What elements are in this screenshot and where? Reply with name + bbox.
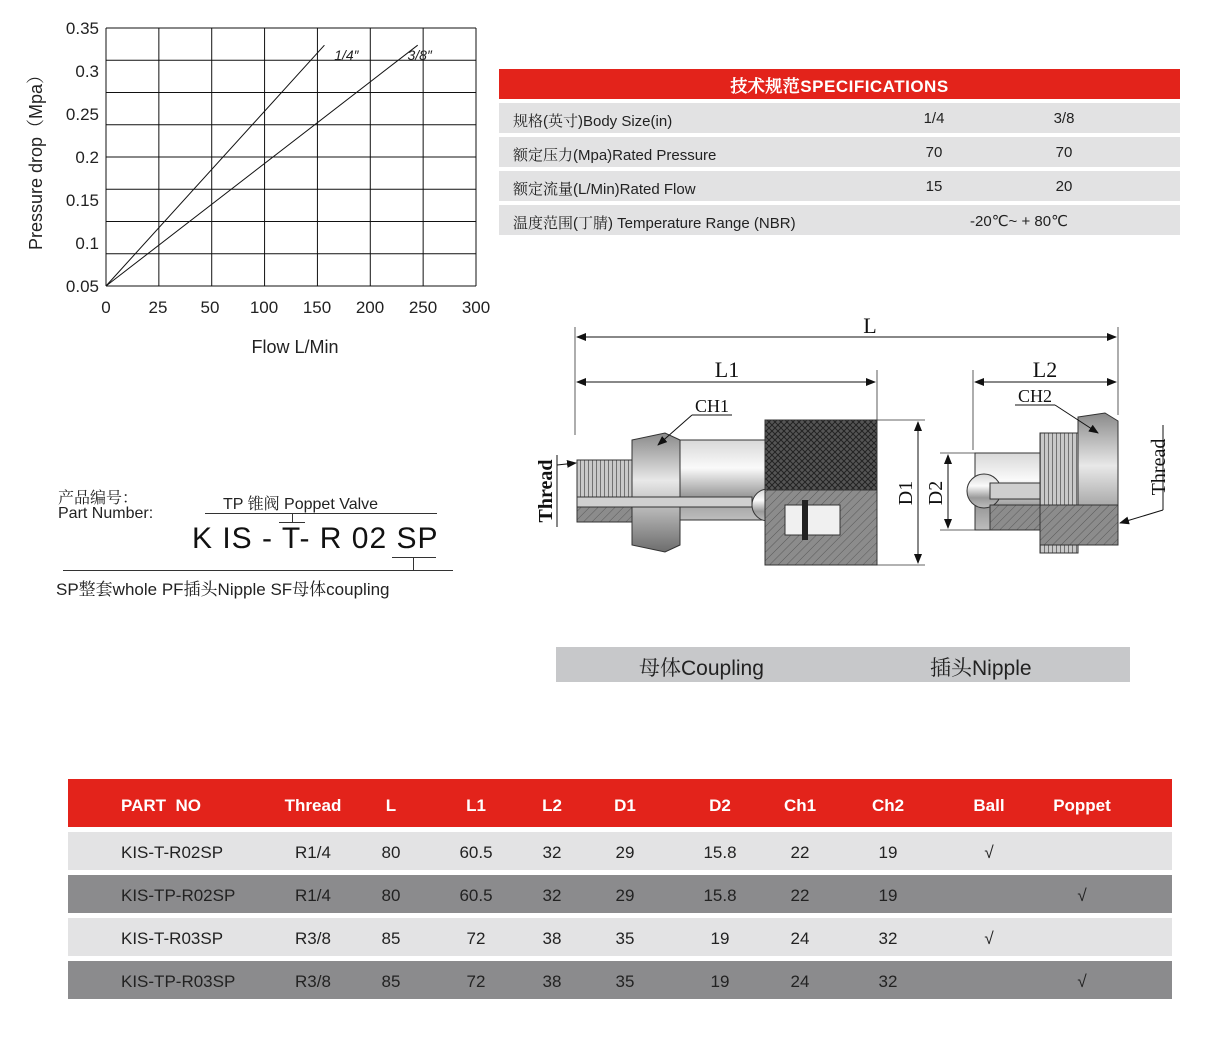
cell-d1: 29: [615, 886, 635, 905]
cell-ch1: 22: [790, 843, 810, 862]
technical-drawing: [520, 305, 1200, 575]
cell-l2: 38: [542, 929, 562, 948]
x-axis-label: Flow L/Min: [251, 337, 339, 357]
label-thread-right: Thread: [1148, 438, 1170, 496]
y-axis-label: Pressure drop（Mpa）: [26, 65, 46, 251]
cell-ch2: 19: [878, 886, 898, 905]
cell-part-no: KIS-TP-R03SP: [121, 972, 236, 991]
cell-ch2: 32: [878, 929, 898, 948]
cell-ch1: 24: [790, 972, 810, 991]
cell-l: 85: [381, 929, 401, 948]
poppet-valve-note: TP 锥阀 Poppet Valve: [223, 496, 379, 513]
y-tick-label: 0.15: [65, 191, 99, 210]
pressure-flow-chart: [0, 0, 500, 370]
cell-l1: 60.5: [459, 843, 493, 862]
header-poppet: Poppet: [1053, 796, 1111, 815]
y-tick-label: 0.35: [65, 19, 99, 38]
cell-ch2: 32: [878, 972, 898, 991]
spec-row-rated-pressure: [499, 137, 1180, 167]
label-thread-left: Thread: [535, 459, 557, 523]
x-tick-label: 25: [148, 298, 168, 317]
x-tick-label: 200: [355, 298, 385, 317]
cell-poppet-check: √: [1077, 886, 1087, 905]
y-tick-label: 0.1: [75, 234, 99, 253]
x-tick-label: 300: [461, 298, 491, 317]
header-ball: Ball: [973, 796, 1005, 815]
cell-ch1: 24: [790, 929, 810, 948]
cell-l2: 38: [542, 972, 562, 991]
cell-ball-check: √: [984, 843, 994, 862]
cell-ch1: 22: [790, 886, 810, 905]
spec-value-three-eighth: 3/8: [1053, 110, 1075, 127]
coupling-body: [577, 420, 877, 565]
cell-d2: 15.8: [703, 886, 737, 905]
series-label: 1/4″: [334, 47, 359, 64]
cell-d2: 15.8: [703, 843, 737, 862]
series-line: [106, 45, 324, 286]
x-tick-label: 250: [408, 298, 438, 317]
cell-d2: 19: [710, 929, 730, 948]
y-axis-ticks: [66, 19, 99, 296]
header-l1: L1: [466, 796, 486, 815]
series-label: 3/8″: [407, 47, 432, 64]
cell-poppet-check: √: [1077, 972, 1087, 991]
y-tick-label: 0.3: [75, 62, 99, 81]
cell-l: 80: [381, 886, 401, 905]
part-number-label-en: Part Number:: [58, 505, 154, 522]
x-tick-label: 150: [302, 298, 332, 317]
cell-part-no: KIS-T-R03SP: [121, 929, 224, 948]
cell-d1: 35: [615, 929, 635, 948]
sp-leader: [413, 557, 414, 570]
y-tick-label: 0.25: [65, 105, 99, 124]
code-type: T: [281, 522, 300, 555]
header-ch1: Ch1: [783, 796, 817, 815]
cell-part-no: KIS-T-R02SP: [121, 843, 224, 862]
callout-thread-right: [1120, 425, 1170, 523]
cell-l: 85: [381, 972, 401, 991]
spec-label: 温度范围(丁腈) Temperature Range (NBR): [513, 215, 796, 232]
cell-ball-check: √: [984, 929, 994, 948]
label-ch2: CH2: [1017, 386, 1053, 406]
chart-grid: [106, 28, 476, 286]
specs-title: 技术规范SPECIFICATIONS: [499, 69, 1180, 99]
dimension-d1: [877, 420, 925, 565]
header-ch2: Ch2: [871, 796, 905, 815]
spec-value-three-eighth: 70: [1055, 144, 1073, 161]
callout-thread-left: [535, 455, 576, 527]
cell-l1: 60.5: [459, 886, 493, 905]
code-suffix: SP: [396, 522, 439, 555]
spec-label: 规格(英寸)Body Size(in): [513, 113, 673, 130]
cell-thread: R1/4: [295, 843, 331, 862]
cell-d1: 29: [615, 843, 635, 862]
parts-table-header: [68, 779, 1172, 827]
cell-ch2: 19: [878, 843, 898, 862]
label-ch1: CH1: [694, 396, 730, 416]
spec-row-rated-flow: [499, 171, 1180, 201]
coupling-nipple-caption: [556, 647, 1130, 682]
header-d2: D2: [709, 796, 731, 815]
parts-table: [68, 779, 1172, 999]
cell-thread: R3/8: [295, 929, 331, 948]
dim-label-l1: L1: [714, 357, 740, 382]
cell-l1: 72: [466, 972, 486, 991]
y-tick-label: 0.05: [65, 277, 99, 296]
spec-row-temperature: [499, 205, 1180, 235]
caption-coupling: 母体Coupling: [639, 657, 764, 680]
table-row: [68, 918, 1172, 956]
chart-series: [106, 45, 433, 286]
spec-label: 额定压力(Mpa)Rated Pressure: [513, 147, 717, 164]
suffix-note: SP整套whole PF插头Nipple SF母体coupling: [56, 580, 390, 599]
y-tick-label: 0.2: [75, 148, 99, 167]
cell-l1: 72: [466, 929, 486, 948]
x-tick-label: 0: [101, 298, 111, 317]
label-d2: D2: [925, 480, 947, 506]
sp-underline: [392, 557, 436, 558]
series-line: [106, 45, 418, 286]
cell-part-no: KIS-TP-R02SP: [121, 886, 236, 905]
spec-row-body-size: [499, 103, 1180, 133]
cell-l2: 32: [542, 886, 562, 905]
code-middle: - R 02: [299, 522, 397, 555]
spec-value-temperature: -20℃~ + 80℃: [970, 213, 1068, 230]
header-d1: D1: [614, 796, 636, 815]
x-axis-ticks: [101, 298, 490, 317]
spec-value-quarter: 1/4: [923, 110, 945, 127]
spec-value-quarter: 70: [925, 144, 943, 161]
label-d1: D1: [895, 480, 917, 506]
nipple-body: [967, 413, 1118, 553]
part-number-code: [192, 522, 439, 556]
spec-value-quarter: 15: [925, 178, 943, 195]
cell-d1: 35: [615, 972, 635, 991]
table-row: [68, 875, 1172, 913]
cell-l: 80: [381, 843, 401, 862]
part-number-label-cn: 产品编号：: [58, 490, 139, 507]
cell-l2: 32: [542, 843, 562, 862]
header-part-no: PART NO: [121, 796, 201, 815]
dim-label-l2: L2: [1032, 357, 1058, 382]
tp-note-underline: [205, 513, 437, 514]
caption-nipple: 插头Nipple: [930, 657, 1032, 680]
dim-label-l: L: [863, 313, 877, 338]
x-tick-label: 50: [200, 298, 220, 317]
cell-thread: R1/4: [295, 886, 331, 905]
cell-d2: 19: [710, 972, 730, 991]
specifications-table: [499, 69, 1180, 235]
header-l: L: [385, 796, 397, 815]
table-row: [68, 961, 1172, 999]
header-l2: L2: [542, 796, 562, 815]
code-prefix: K IS -: [192, 522, 282, 555]
header-thread: Thread: [284, 796, 342, 815]
spec-value-three-eighth: 20: [1055, 178, 1073, 195]
cell-thread: R3/8: [295, 972, 331, 991]
table-row: [68, 832, 1172, 870]
spec-label: 额定流量(L/Min)Rated Flow: [513, 181, 696, 198]
suffix-rule: [63, 570, 453, 571]
x-tick-label: 100: [249, 298, 279, 317]
